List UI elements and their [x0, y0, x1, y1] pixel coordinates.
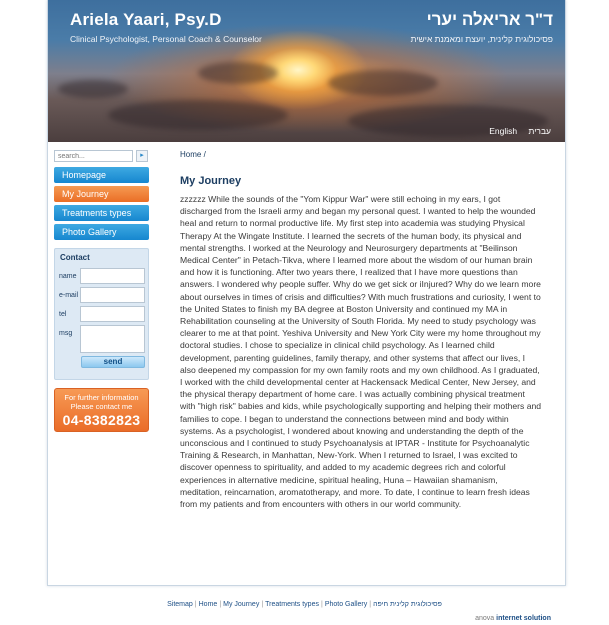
- tel-label: tel: [59, 311, 67, 318]
- msg-label: msg: [59, 330, 73, 337]
- send-button[interactable]: send: [81, 356, 145, 368]
- footer-sitemap-link[interactable]: Sitemap: [167, 601, 193, 608]
- footer-photo-gallery-link[interactable]: Photo Gallery: [324, 601, 368, 608]
- language-switcher: [480, 126, 551, 136]
- sidebar: [54, 150, 149, 432]
- search-input[interactable]: [54, 150, 133, 162]
- name-field[interactable]: [80, 268, 145, 284]
- site-title-he: ד"ר אריאלה יערי: [426, 10, 553, 29]
- nav-treatments-types[interactable]: Treatments types: [54, 205, 149, 221]
- nav-homepage[interactable]: Homepage: [54, 167, 149, 183]
- footer-my-journey-link[interactable]: My Journey: [223, 601, 260, 608]
- email-field[interactable]: [80, 287, 145, 303]
- search-box: [54, 150, 149, 162]
- page-container: [47, 0, 566, 586]
- lang-hebrew-link[interactable]: עברית: [528, 126, 551, 136]
- nav-photo-gallery[interactable]: Photo Gallery: [54, 224, 149, 240]
- breadcrumb-separator: /: [201, 150, 206, 159]
- credit-prefix: anova: [475, 615, 495, 622]
- page-title: My Journey: [180, 175, 242, 187]
- credit-bold: internet solution: [496, 615, 551, 622]
- promo-line-2: Please contact me: [70, 402, 133, 411]
- breadcrumb: [180, 150, 542, 162]
- footer-home-link[interactable]: Home: [198, 601, 218, 608]
- search-go-button[interactable]: ▸: [136, 150, 148, 162]
- footer-links: Sitemap | Home | My Journey | Treatments types | Photo Gallery | פסיכולוגית קלינית חיפה: [167, 601, 442, 608]
- lang-english-link[interactable]: English: [489, 126, 518, 136]
- footer-credit[interactable]: [475, 615, 551, 622]
- site-title-en: Ariela Yaari, Psy.D: [70, 10, 222, 29]
- email-label: e-mail: [59, 292, 79, 299]
- site-subtitle-en: Clinical Psychologist, Personal Coach & Counselor: [70, 34, 262, 44]
- header-banner: [48, 0, 565, 142]
- name-label: name: [59, 273, 77, 280]
- msg-field[interactable]: [80, 325, 145, 353]
- site-subtitle-he: פסיכולוגית קלינית, יועצת ומאמנת אישית: [410, 34, 553, 44]
- nav-my-journey[interactable]: My Journey: [54, 186, 149, 202]
- contact-promo-box[interactable]: [54, 388, 149, 432]
- contact-form: [54, 248, 149, 380]
- tel-field[interactable]: [80, 306, 145, 322]
- promo-phone: 04-8382823: [62, 412, 141, 428]
- article-body: zzzzzz While the sounds of the "Yom Kippur War" were still echoing in my ears, I got discharged from the Israeli army and began my personal quest. I wanted to help the wounded heal and return to normal productive life. My first step into academia was studying Physical Therapy At the Wingate Institute. I learned the secrets of the human body, its physical and mental strengths. I worked at the Neurology and Neurosurgery departments at "Beilinson Medical Center" in Petach-Tikva, where I learned more about the wisdom of our human brain and how it is functioning. After two years there, I realized that I have more questions than answers. I wondered why people suffer. Why do we get sick or iInjured? Why do we learn more about ourselves in times of crisis and difficulties? With much frustrations and curiosity, I went to the United States to finish my BA degree at Boston University and continued my MA in Rehabilitation counseling at the University of South Florida. My need to study psychology was clearer to me at that point. Yeshiva University and New York City were my home throughout my doctoral studies. I chose to specialize in clinical child psychology. As I learned child development, parenting guidelines, family therapy, and other systems that affect our lives, I also deepened my compassion for my own family roots and my own childhood. As I graduated, I worked with the child developmental center at Hackensack Medical Center, New Jersey, and the physical therapy department of home care. I was actually combining physical treatment with "high risk" babies and kids, while psychologically supporting and helping their mothers and families to cope. I began to understand the connections between mind and body within systems. As a psychologist, I wondered about knowing and understanding the depth of the unconscious and I continued to study Psychoanalysis at IPTAR - Institute for Psychoanalytic Training & Research, in Manhattan, New-York. When I returned to Israel, I was excited to discover openness to spirituality, and added to my academic degrees rich and colorful experiences in alternative medicine, spiritual healing, Huna – Hawaiian shamanism, meditation, reincarnation, aromatotherapy, and more. To date, I continue to learn fresh ideas from my patients and from encounters with others in our world community.: [180, 194, 542, 510]
- footer-treatments-link[interactable]: Treatments types: [265, 601, 319, 608]
- contact-title: Contact: [60, 253, 90, 262]
- main-content: [180, 150, 542, 510]
- breadcrumb-home[interactable]: Home: [180, 150, 202, 159]
- footer-hebrew-link[interactable]: פסיכולוגית קלינית חיפה: [373, 601, 442, 608]
- promo-line-1: For further information: [64, 393, 139, 402]
